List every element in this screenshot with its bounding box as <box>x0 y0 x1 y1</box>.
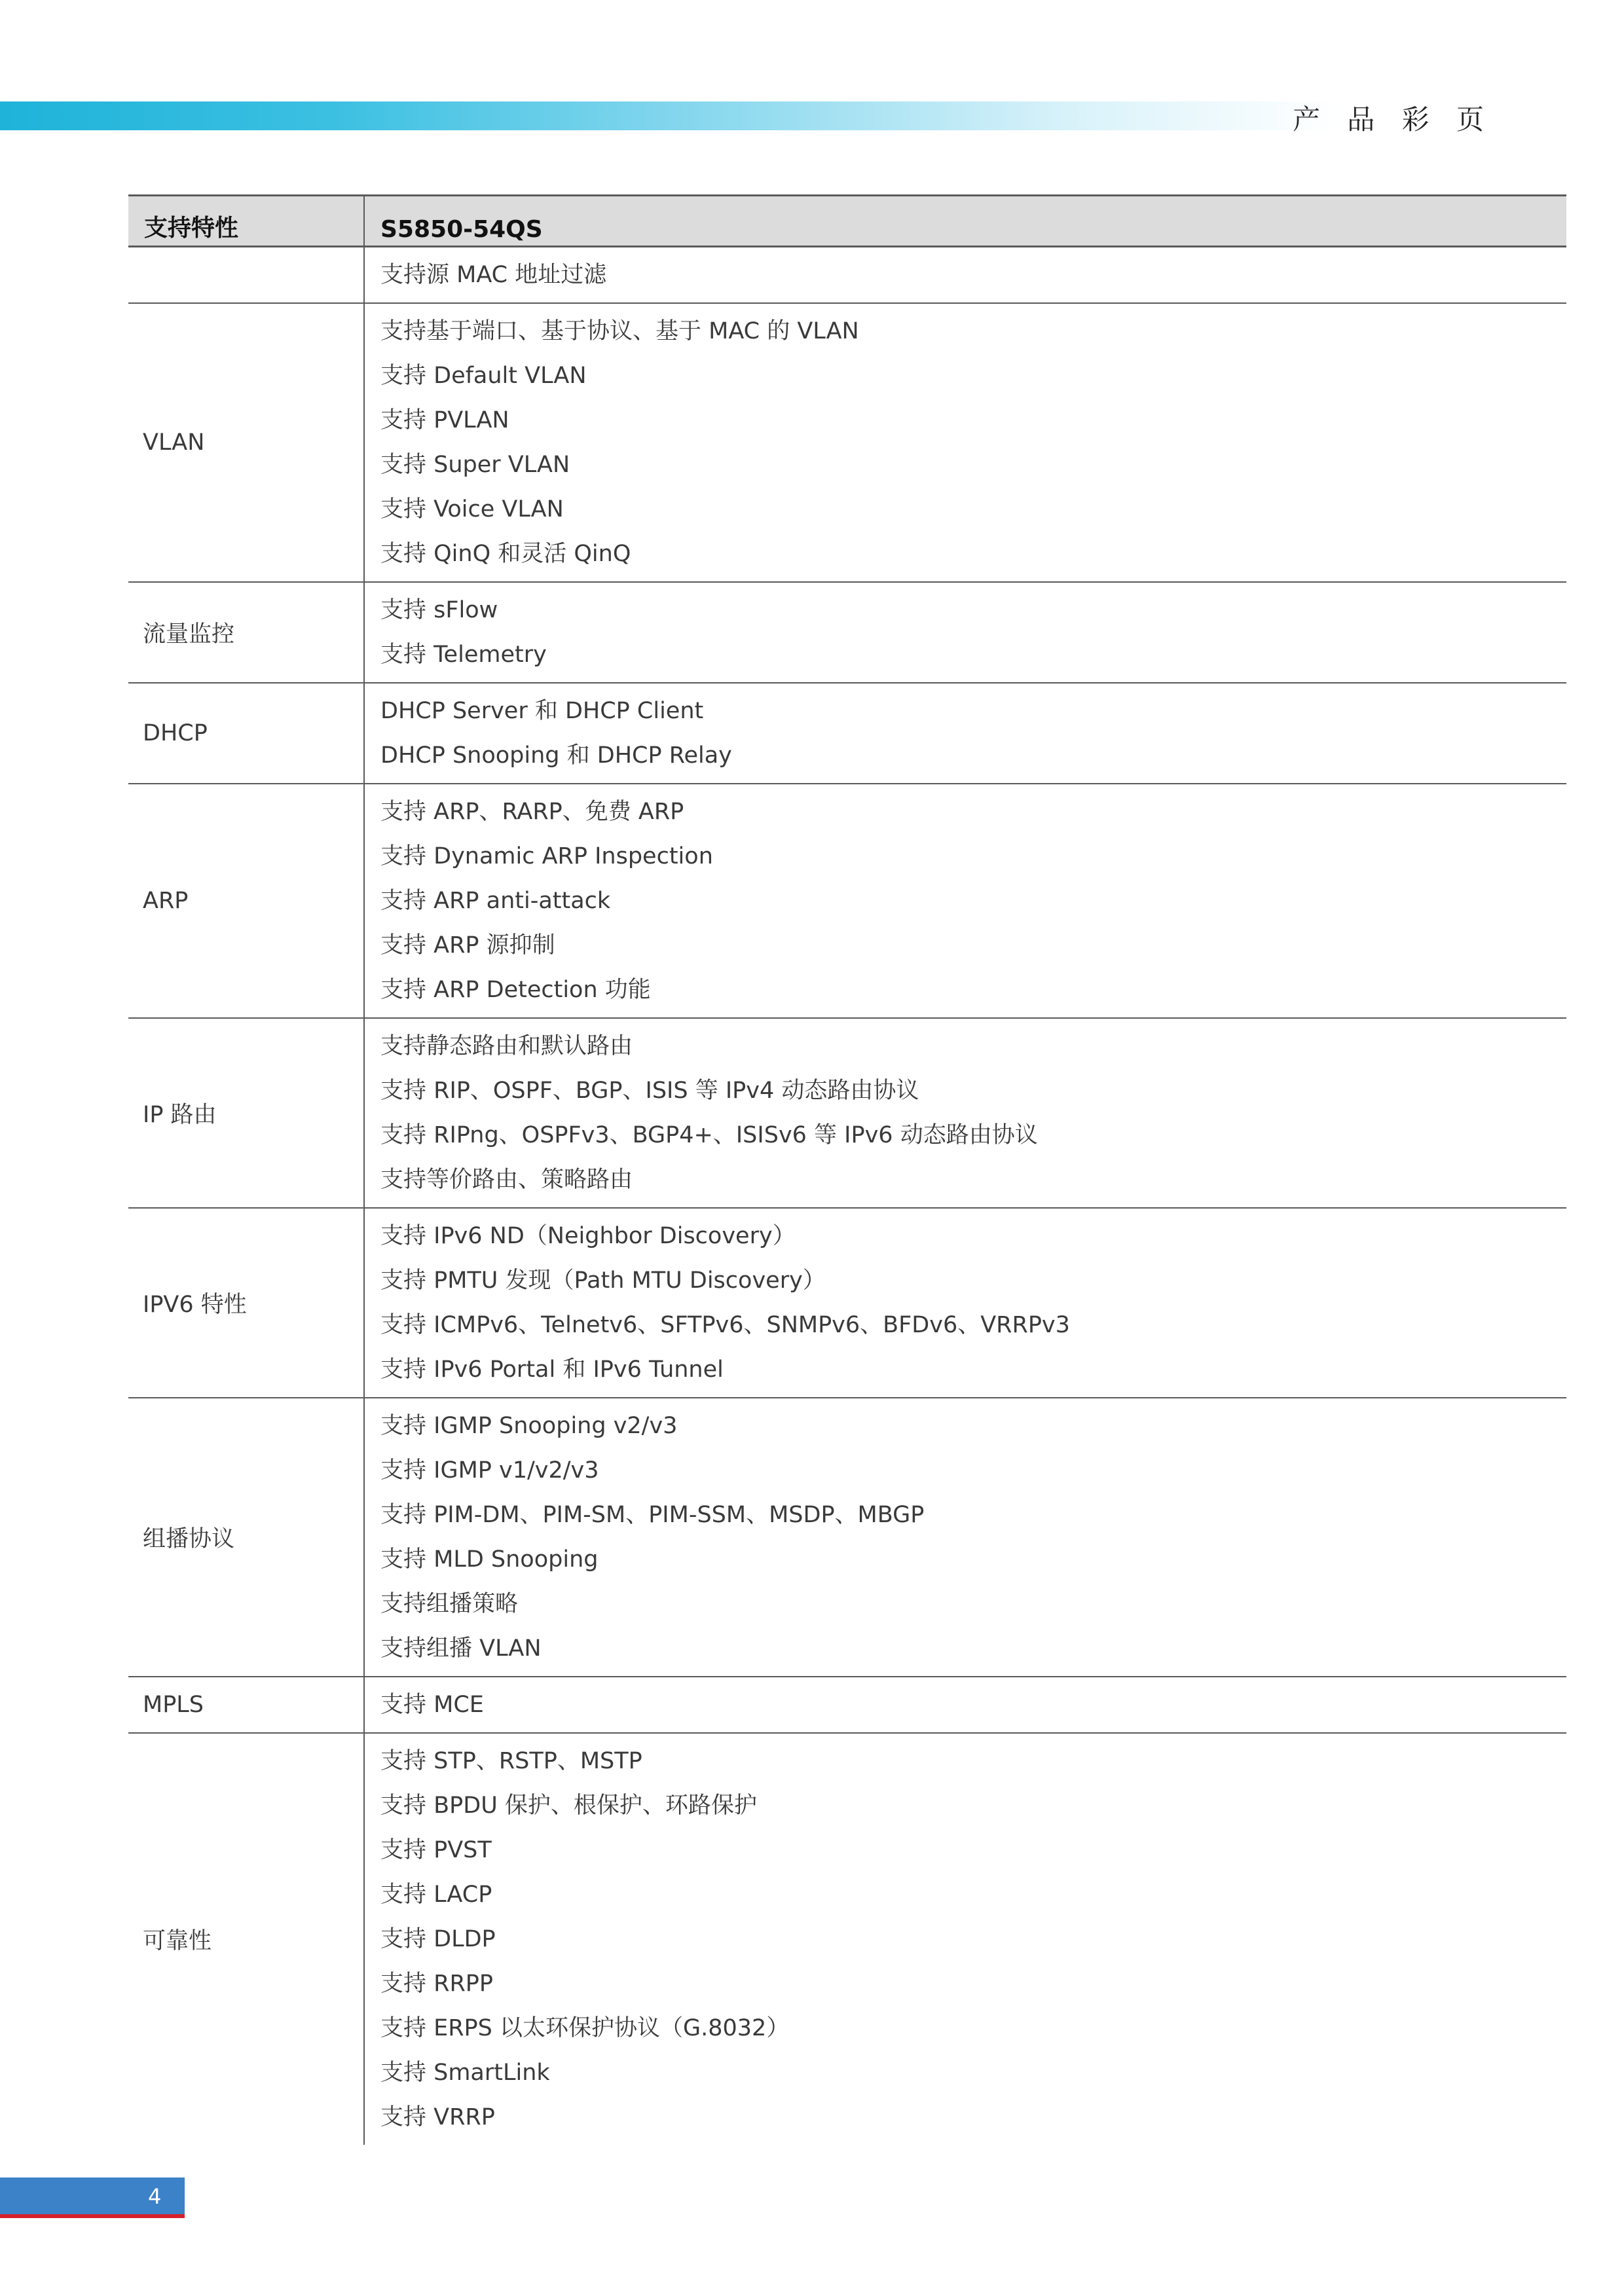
table-row <box>128 1208 1566 1398</box>
feature-items-cell <box>364 683 1566 784</box>
feature-items-cell <box>364 247 1566 304</box>
table-row <box>128 1677 1566 1733</box>
feature-cell: MPLS <box>128 1677 364 1733</box>
feature-items-cell <box>364 582 1566 683</box>
feature-items-cell <box>364 784 1566 1018</box>
table-row <box>128 784 1566 1018</box>
feature-items-cell <box>364 1208 1566 1398</box>
feature-item: 支持静态路由和默认路由 <box>380 1033 633 1059</box>
feature-item: 支持 MCE <box>380 1692 484 1718</box>
feature-item: 支持 PIM-DM、PIM-SM、PIM-SSM、MSDP、MBGP <box>380 1502 925 1528</box>
feature-item: DHCP Snooping 和 DHCP Relay <box>380 742 732 769</box>
feature-cell: DHCP <box>128 683 364 784</box>
table-body <box>128 247 1566 2145</box>
feature-item: DHCP Server 和 DHCP Client <box>380 698 704 724</box>
feature-item: 支持 PVLAN <box>380 407 509 433</box>
table-row <box>128 1018 1566 1208</box>
table-row <box>128 1733 1566 2145</box>
feature-cell: ARP <box>128 784 364 1018</box>
table-row <box>128 303 1566 582</box>
feature-item: 支持 sFlow <box>380 597 498 623</box>
table-row <box>128 582 1566 683</box>
feature-item: 支持源 MAC 地址过滤 <box>380 262 607 288</box>
feature-item: 支持 ARP Detection 功能 <box>380 977 651 1003</box>
feature-item: 支持 RIPng、OSPFv3、BGP4+、ISISv6 等 IPv6 动态路由协议 <box>380 1122 1038 1148</box>
feature-item: 支持 BPDU 保护、根保护、环路保护 <box>380 1793 757 1819</box>
feature-item: 支持 MLD Snooping <box>380 1546 599 1573</box>
feature-item: 支持 ERPS 以太环保护协议（G.8032） <box>380 2015 790 2041</box>
feature-items-cell <box>364 1018 1566 1208</box>
feature-item: 支持 IPv6 Portal 和 IPv6 Tunnel <box>380 1357 724 1383</box>
table-header-row <box>128 196 1566 247</box>
feature-item: 支持 VRRP <box>380 2104 495 2130</box>
feature-items-cell <box>364 1398 1566 1677</box>
feature-item: 支持 Dynamic ARP Inspection <box>380 843 713 869</box>
feature-item: 支持 Voice VLAN <box>380 496 564 522</box>
feature-item: 支持等价路由、策略路由 <box>380 1167 633 1193</box>
feature-item: 支持 Default VLAN <box>380 363 587 389</box>
header-title: 产 品 彩 页 <box>1292 103 1493 136</box>
feature-item: 支持 LACP <box>380 1882 492 1908</box>
header-gradient-bar <box>0 101 1336 130</box>
feature-item: 支持 IGMP v1/v2/v3 <box>380 1457 599 1484</box>
feature-item: 支持 RRPP <box>380 1971 493 1997</box>
page-number: 4 <box>148 2184 162 2209</box>
feature-item: 支持 ICMPv6、Telnetv6、SFTPv6、SNMPv6、BFDv6、VRRPv3 <box>380 1312 1070 1338</box>
feature-item: 支持 RIP、OSPF、BGP、ISIS 等 IPv4 动态路由协议 <box>380 1078 919 1104</box>
feature-item: 支持 SmartLink <box>380 2060 550 2086</box>
feature-item: 支持 ARP anti-attack <box>380 888 611 914</box>
feature-cell: 组播协议 <box>128 1398 364 1677</box>
feature-item: 支持组播 VLAN <box>380 1635 542 1662</box>
feature-cell: IP 路由 <box>128 1018 364 1208</box>
feature-item: 支持 ARP 源抑制 <box>380 932 555 958</box>
feature-item: 支持 ARP、RARP、免费 ARP <box>380 799 684 825</box>
feature-cell: 流量监控 <box>128 582 364 683</box>
column-header-model: S5850-54QS <box>364 196 1566 247</box>
feature-item: 支持组播策略 <box>380 1591 519 1617</box>
feature-cell: VLAN <box>128 303 364 582</box>
column-header-feature: 支持特性 <box>128 196 364 247</box>
feature-items-cell <box>364 1733 1566 2145</box>
feature-items-cell <box>364 303 1566 582</box>
feature-cell: 可靠性 <box>143 1928 212 1954</box>
feature-item: 支持 Telemetry <box>380 642 547 668</box>
table-row <box>128 247 1566 304</box>
feature-item: 支持 QinQ 和灵活 QinQ <box>380 541 631 567</box>
feature-item: 支持 DLDP <box>380 1926 496 1952</box>
feature-cell <box>128 247 364 304</box>
feature-items-cell <box>364 1677 1566 1733</box>
spec-table <box>128 194 1566 2145</box>
table-row <box>128 1398 1566 1677</box>
feature-item: 支持 STP、RSTP、MSTP <box>380 1748 642 1774</box>
table-row <box>128 683 1566 784</box>
feature-cell: IPV6 特性 <box>128 1208 364 1398</box>
feature-item: 支持 IGMP Snooping v2/v3 <box>380 1413 678 1439</box>
feature-item: 支持基于端口、基于协议、基于 MAC 的 VLAN <box>380 318 859 344</box>
feature-item: 支持 IPv6 ND（Neighbor Discovery） <box>380 1223 796 1249</box>
feature-item: 支持 PMTU 发现（Path MTU Discovery） <box>380 1267 826 1294</box>
feature-item: 支持 PVST <box>380 1837 492 1863</box>
feature-item: 支持 Super VLAN <box>380 452 570 478</box>
